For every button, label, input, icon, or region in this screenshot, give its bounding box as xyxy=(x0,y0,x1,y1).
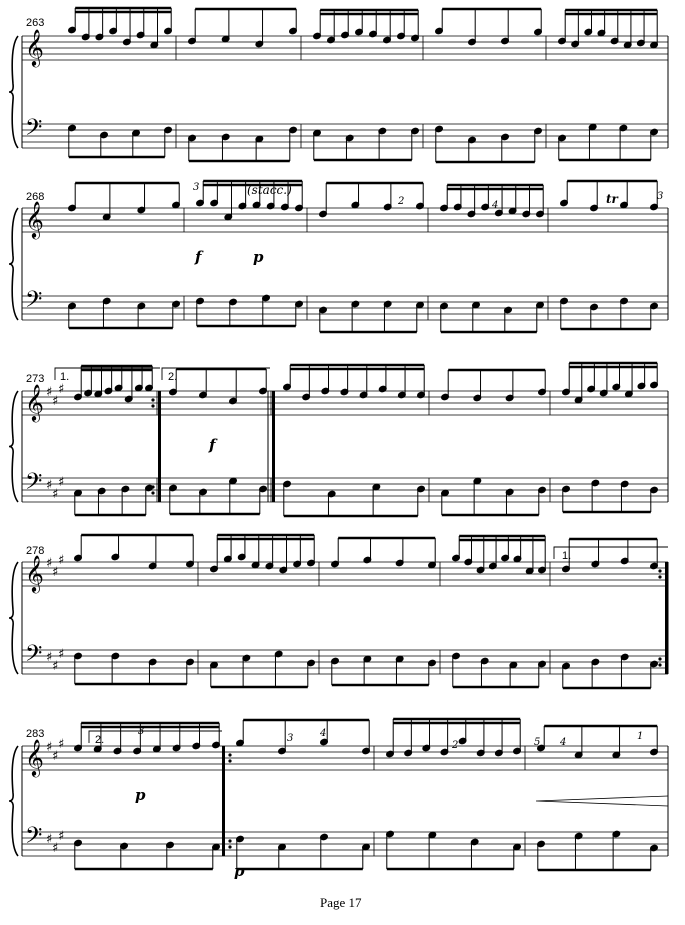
staff-lines xyxy=(9,28,668,856)
volta-1: 1. xyxy=(60,371,70,383)
fingering: 5 xyxy=(534,737,541,748)
expression-stacc: (stacc.) xyxy=(247,183,292,197)
repeat-dot xyxy=(151,491,154,494)
measure-number-283: 283 xyxy=(26,728,45,740)
measure-number-273: 273 xyxy=(26,373,45,385)
bass-clef: 𝄢 xyxy=(25,287,43,318)
fingering: 2 xyxy=(452,740,459,751)
repeat-dot xyxy=(151,404,154,407)
brace xyxy=(9,391,18,502)
sharp-icon: ♯ xyxy=(58,829,65,844)
brace xyxy=(9,562,18,674)
sharp-icon: ♯ xyxy=(52,394,59,409)
fingering: 4 xyxy=(560,737,567,748)
repeat-dot xyxy=(228,839,231,842)
notation xyxy=(68,8,659,870)
bass-clef: 𝄢 xyxy=(25,823,43,854)
brace xyxy=(9,746,18,856)
sharp-icon: ♯ xyxy=(52,659,59,674)
repeat-barline xyxy=(222,746,225,856)
bass-clef: 𝄢 xyxy=(25,115,43,146)
volta-bracket xyxy=(89,731,222,743)
final-barline xyxy=(272,391,275,502)
measure-number-263: 263 xyxy=(26,17,45,29)
fingering: 4 xyxy=(492,200,499,211)
repeat-dot xyxy=(151,398,154,401)
dynamic-forte: f xyxy=(209,436,216,454)
treble-clef: 𝄞 xyxy=(25,383,44,421)
sharp-icon: ♯ xyxy=(58,647,65,662)
sharp-icon: ♯ xyxy=(58,382,65,397)
triplet-mark: 3 xyxy=(138,726,145,737)
bass-clef: 𝄢 xyxy=(25,469,43,500)
sharp-icon: ♯ xyxy=(52,841,59,856)
sharp-icon: ♯ xyxy=(58,475,65,490)
bass-clef: 𝄢 xyxy=(25,641,43,672)
repeat-dot xyxy=(658,663,661,666)
measure-number-278: 278 xyxy=(26,545,45,557)
sharp-icon: ♯ xyxy=(58,553,65,568)
repeat-dot xyxy=(658,569,661,572)
repeat-dot xyxy=(228,753,231,756)
treble-clef: 𝄞 xyxy=(25,28,44,66)
dynamic-piano: p xyxy=(234,862,245,880)
sharp-icon: ♯ xyxy=(52,487,59,502)
page-footer: Page 17 xyxy=(320,895,362,910)
sharp-icon: ♯ xyxy=(52,565,59,580)
brace xyxy=(9,36,18,148)
dynamic-forte: f xyxy=(195,248,202,266)
fingering: 2 xyxy=(398,196,405,207)
repeat-barline xyxy=(665,562,668,674)
sharp-icon: ♯ xyxy=(46,650,53,665)
fingering: 4 xyxy=(320,728,327,739)
treble-clef: 𝄞 xyxy=(25,200,44,238)
volta-2: 2. xyxy=(168,371,178,383)
sharp-icon: ♯ xyxy=(46,478,53,493)
fingering: 1 xyxy=(637,731,644,742)
fingering: 3 xyxy=(657,191,664,202)
repeat-dot xyxy=(658,657,661,660)
sharp-icon: ♯ xyxy=(46,385,53,400)
dynamic-piano: p xyxy=(253,248,264,266)
sharp-icon: ♯ xyxy=(46,832,53,847)
repeat-dot xyxy=(228,845,231,848)
repeat-barline xyxy=(158,391,161,502)
treble-clef: 𝄞 xyxy=(25,738,44,776)
dynamic-piano: p xyxy=(135,786,146,804)
sharp-icon: ♯ xyxy=(52,749,59,764)
treble-clef: 𝄞 xyxy=(25,554,44,592)
sharp-icon: ♯ xyxy=(46,740,53,755)
volta-2: 2. xyxy=(95,734,105,746)
repeat-dot xyxy=(658,575,661,578)
sharp-icon: ♯ xyxy=(46,556,53,571)
measure-number-268: 268 xyxy=(26,191,45,203)
decrescendo-hairpin xyxy=(536,796,668,806)
fingering: 3 xyxy=(287,733,294,744)
volta-1: 1. xyxy=(562,550,572,562)
brace xyxy=(9,208,18,320)
trill-mark: tr xyxy=(606,192,618,206)
sharp-icon: ♯ xyxy=(58,737,65,752)
repeat-dot xyxy=(228,759,231,762)
fingering: 3 xyxy=(193,182,200,193)
